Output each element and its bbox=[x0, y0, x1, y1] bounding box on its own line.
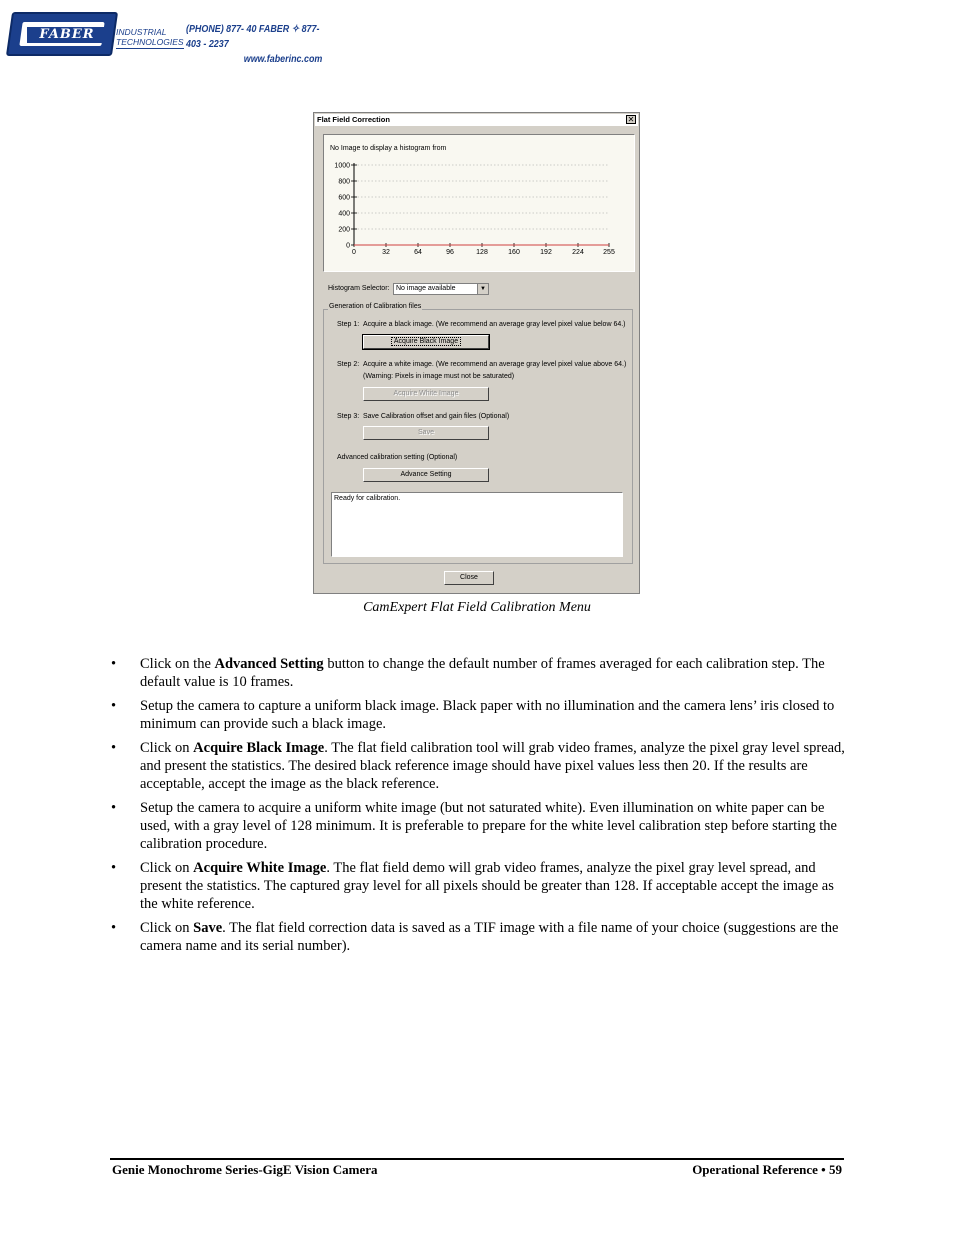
footer-rule bbox=[110, 1158, 844, 1160]
header-contact bbox=[186, 22, 335, 67]
step3-text: Save Calibration offset and gain files (Optional) bbox=[363, 413, 510, 420]
website-link[interactable]: www.faberinc.com bbox=[243, 53, 323, 65]
x-tick-label: 160 bbox=[508, 249, 520, 256]
step2-label: Step 2: bbox=[337, 361, 360, 368]
acquire-white-button[interactable]: Acquire White Image bbox=[363, 387, 489, 401]
status-text: Ready for calibration. bbox=[334, 495, 401, 502]
y-tick-label: 200 bbox=[338, 226, 350, 234]
step2-warning: (Warning: Pixels in image must not be saturated) bbox=[363, 373, 515, 380]
footer-page-ref: Operational Reference • 59 bbox=[692, 1162, 842, 1177]
y-tick-label: 0 bbox=[346, 242, 350, 250]
y-tick-label: 400 bbox=[338, 210, 350, 218]
x-tick-label: 32 bbox=[382, 249, 390, 256]
step3-label: Step 3: bbox=[337, 413, 360, 420]
acquire-black-button[interactable]: Acquire Black Image bbox=[363, 335, 489, 349]
dialog-title: Flat Field Correction bbox=[317, 115, 390, 124]
advanced-text: Advanced calibration setting (Optional) bbox=[337, 454, 458, 461]
step2-text: Acquire a white image. (We recommend an average gray level pixel value above 64.) bbox=[363, 361, 627, 368]
logo-subtitle: INDUSTRIAL TECHNOLOGIES bbox=[116, 27, 184, 47]
x-tick-label: 64 bbox=[414, 249, 422, 256]
y-tick-label: 800 bbox=[338, 178, 350, 186]
histogram-selector-label: Histogram Selector: bbox=[328, 285, 390, 292]
advance-setting-button[interactable]: Advance Setting bbox=[363, 468, 489, 482]
dialog-titlebar bbox=[315, 114, 638, 127]
footer-title: Genie Monochrome Series-GigE Vision Camera bbox=[112, 1162, 378, 1177]
x-tick-label: 255 bbox=[603, 249, 615, 256]
y-tick-label: 600 bbox=[338, 194, 350, 202]
close-button[interactable]: Close bbox=[444, 571, 494, 585]
x-tick-label: 128 bbox=[476, 249, 488, 256]
logo-word: FABER bbox=[27, 27, 107, 43]
step1-label: Step 1: bbox=[337, 321, 360, 328]
list-item: • Click on Acquire White Image. The flat field demo will grab video frames, analyze the pixel gray level spread, and present the statistics. The captured gray level for all pixels should be greater than 128. If acceptable accept the image as the white reference. bbox=[110, 859, 850, 913]
phone-number: (PHONE) 877- 40 FABER ✧ 877- 403 - 2237 bbox=[186, 23, 320, 50]
list-item: • Setup the camera to acquire a uniform white image (but not saturated white). Even illumination on white paper can be used, with a gray level of 128 minimum. It is preferable to prepare for the white level calibration step before starting the calibration procedure. bbox=[110, 799, 850, 853]
status-box bbox=[331, 492, 623, 557]
list-item: • Click on Save. The flat field correction data is saved as a TIF image with a file name of your choice (suggestions are the camera name and its serial number). bbox=[110, 919, 850, 955]
figure-caption: CamExpert Flat Field Calibration Menu bbox=[363, 600, 591, 615]
histogram-message: No Image to display a histogram from bbox=[330, 145, 447, 152]
x-tick-label: 224 bbox=[572, 249, 584, 256]
faber-logo bbox=[9, 12, 184, 58]
histogram-selector-value: No image available bbox=[396, 285, 456, 292]
list-item: • Setup the camera to capture a uniform black image. Black paper with no illumination and the camera lens’ iris closed to minimum can provide such a black image. bbox=[110, 697, 850, 733]
list-item: • Click on Acquire Black Image. The flat field calibration tool will grab video frames, analyze the pixel gray level spread, and present the statistics. The desired black reference image should have pixel values less then 20. If the results are acceptable, accept the image as the black reference. bbox=[110, 739, 850, 793]
save-button[interactable]: Save bbox=[363, 426, 489, 440]
x-tick-label: 96 bbox=[446, 249, 454, 256]
calibration-group-label: Generation of Calibration files bbox=[329, 303, 422, 310]
step1-text: Acquire a black image. (We recommend an average gray level pixel value below 64.) bbox=[363, 321, 626, 328]
chevron-down-icon[interactable]: ▼ bbox=[477, 284, 488, 294]
x-tick-label: 0 bbox=[352, 249, 356, 256]
instruction-list bbox=[110, 655, 850, 961]
flat-field-dialog bbox=[313, 112, 640, 594]
x-tick-label: 192 bbox=[540, 249, 552, 256]
y-tick-label: 1000 bbox=[334, 162, 350, 170]
close-icon[interactable]: ✕ bbox=[627, 115, 635, 124]
histogram-chart bbox=[324, 135, 634, 271]
list-item: • Click on the Advanced Setting button to change the default number of frames averaged for each calibration step. The default value is 10 frames. bbox=[110, 655, 850, 691]
histogram-panel bbox=[323, 134, 635, 272]
histogram-selector[interactable] bbox=[393, 283, 489, 295]
